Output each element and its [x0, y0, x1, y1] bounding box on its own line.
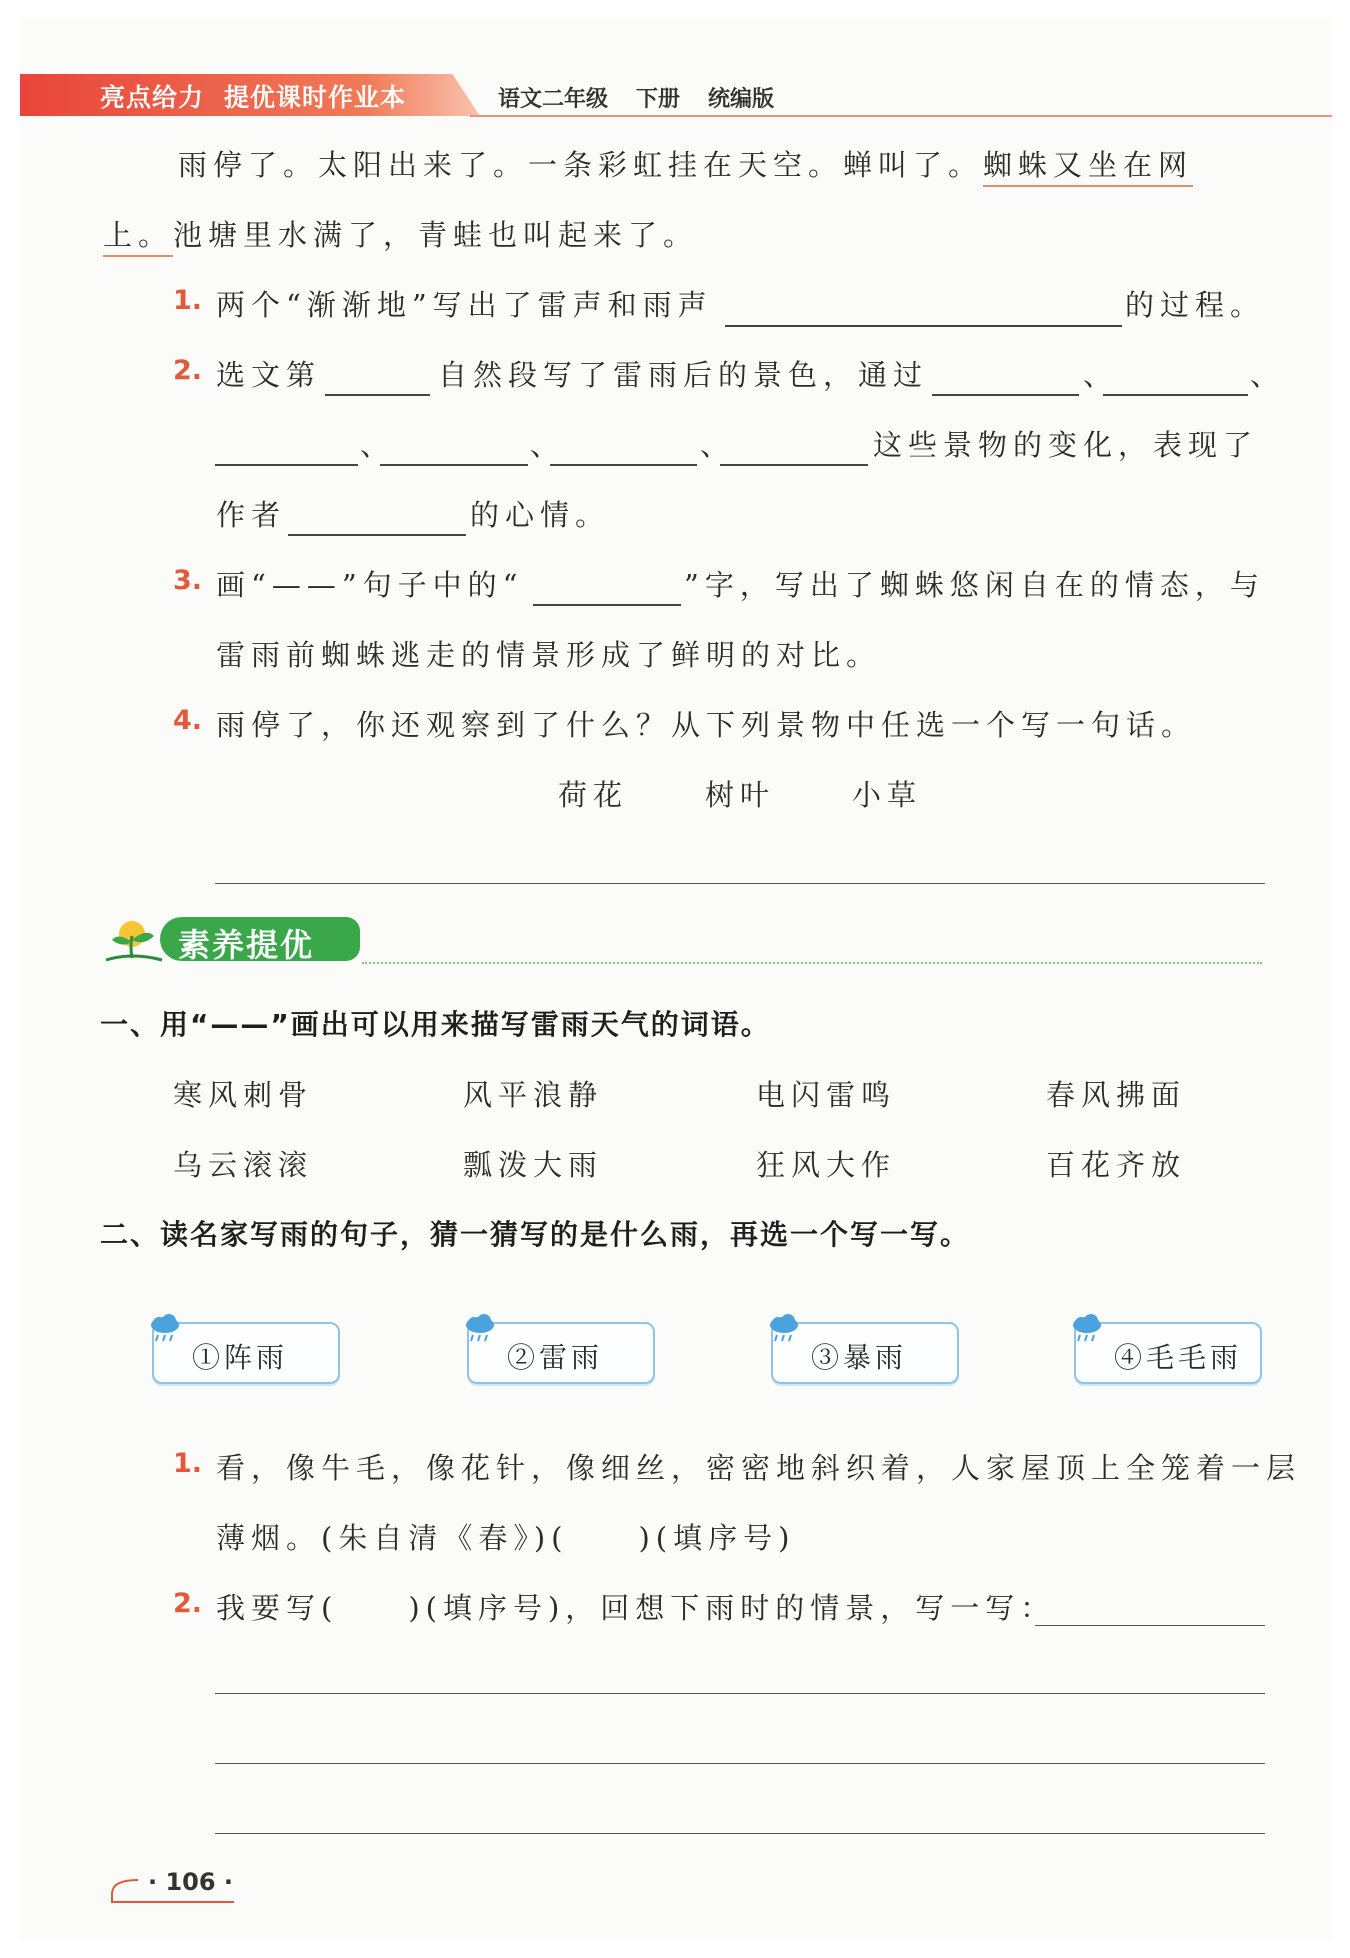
q2-blank-3[interactable] — [215, 464, 358, 466]
section-divider — [362, 962, 1262, 964]
rain-option-2 — [467, 1322, 655, 1384]
q4-option-2: 树叶 — [705, 778, 776, 812]
q1-text-a: 两个“渐渐地”写出了雷声和雨声 — [216, 288, 713, 322]
header-edition: 统编版 — [708, 87, 775, 112]
rain-option-1 — [152, 1322, 340, 1384]
q2-text-c: 这些景物的变化，表现了 — [873, 428, 1259, 462]
header-meta — [498, 82, 802, 113]
q1-number: 1. — [173, 285, 203, 316]
rain-option-3 — [771, 1322, 959, 1384]
q2-text-b: 自然段写了雷雨后的景色，通过 — [438, 358, 929, 392]
q4-text: 雨停了，你还观察到了什么？从下列景物中任选一个写一句话。 — [216, 708, 1197, 742]
rain-cloud-icon — [767, 1314, 801, 1344]
p2-q1-number: 1. — [173, 1448, 203, 1479]
rain-option-3-label: ③暴雨 — [811, 1341, 908, 1374]
q2-text-a: 选文第 — [216, 358, 322, 392]
passage-underlined-1: 蜘蛛又坐在网 — [983, 148, 1193, 187]
passage-underlined-2: 上。 — [103, 218, 173, 257]
q2-text-e: 的心情。 — [470, 498, 611, 532]
section-title: 素养提优 — [178, 926, 315, 964]
q2-sep-3: 、 — [360, 428, 396, 462]
q2-blank-5[interactable] — [550, 464, 697, 466]
p2-q2-number: 2. — [173, 1588, 203, 1619]
q2-blank-paragraph[interactable] — [325, 394, 430, 396]
q2-blank-feeling[interactable] — [288, 534, 466, 536]
word-5: 乌云滚滚 — [173, 1148, 314, 1182]
word-4: 春风拂面 — [1046, 1078, 1187, 1112]
p2-q2-text: 我要写( )(填序号)，回想下雨时的情景，写一写： — [216, 1591, 1056, 1625]
rain-option-4 — [1074, 1322, 1262, 1384]
q3-text-a: 画“——”句子中的“ — [216, 568, 524, 602]
p2-q2-blank[interactable] — [1035, 1625, 1265, 1626]
header-title — [100, 78, 426, 114]
header-series: 提优课时作业本 — [224, 83, 407, 112]
q2-sep-1: 、 — [1083, 358, 1119, 392]
page-number: · 106 · — [148, 1868, 234, 1896]
q3-text-c: 雷雨前蜘蛛逃走的情景形成了鲜明的对比。 — [216, 638, 882, 672]
p2-answer-line-2[interactable] — [215, 1763, 1265, 1764]
rain-option-1-label: ①阵雨 — [192, 1341, 289, 1374]
header-rule — [470, 115, 1332, 117]
word-7: 狂风大作 — [756, 1148, 897, 1182]
q4-number: 4. — [173, 705, 203, 736]
p2-answer-line-3[interactable] — [215, 1833, 1265, 1834]
q3-text-b: ”字，写出了蜘蛛悠闲自在的情态，与 — [684, 568, 1265, 602]
passage-line-2 — [103, 213, 698, 254]
word-1: 寒风刺骨 — [173, 1078, 314, 1112]
p2-q1-text-b: 薄烟。(朱自清《春》)( )(填序号) — [216, 1521, 796, 1555]
word-6: 瓢泼大雨 — [463, 1148, 604, 1182]
q2-blank-1[interactable] — [932, 394, 1079, 396]
rain-option-2-label: ②雷雨 — [507, 1341, 604, 1374]
part2-title: 二、读名家写雨的句子，猜一猜写的是什么雨，再选一个写一写。 — [100, 1218, 971, 1251]
q4-answer-line[interactable] — [215, 883, 1265, 884]
passage-line-1 — [178, 143, 1193, 184]
q4-option-3: 小草 — [852, 778, 923, 812]
rain-cloud-icon — [463, 1314, 497, 1344]
rain-cloud-icon — [148, 1314, 182, 1344]
rain-option-4-label: ④毛毛雨 — [1114, 1341, 1243, 1374]
word-2: 风平浪静 — [463, 1078, 604, 1112]
word-8: 百花齐放 — [1046, 1148, 1187, 1182]
word-3: 电闪雷鸣 — [756, 1078, 897, 1112]
header-volume: 下册 — [636, 87, 681, 112]
part1-title: 一、用“——”画出可以用来描写雷雨天气的词语。 — [100, 1008, 771, 1041]
header-subject: 语文二年级 — [498, 87, 609, 112]
q2-sep-2: 、 — [1250, 358, 1286, 392]
header-brand: 亮点给力 — [100, 83, 205, 112]
q4-option-1: 荷花 — [558, 778, 629, 812]
rain-cloud-icon — [1070, 1314, 1104, 1344]
passage-line-2-text: 池塘里水满了，青蛙也叫起来了。 — [173, 218, 699, 252]
q1-blank[interactable] — [725, 325, 1122, 327]
q2-blank-6[interactable] — [720, 464, 868, 466]
q3-number: 3. — [173, 565, 203, 596]
q2-blank-2[interactable] — [1103, 394, 1248, 396]
q2-sep-4: 、 — [530, 428, 566, 462]
q2-number: 2. — [173, 355, 203, 386]
passage-line-1-text: 雨停了。太阳出来了。一条彩虹挂在天空。蝉叫了。 — [178, 148, 984, 182]
q2-blank-4[interactable] — [380, 464, 528, 466]
p2-answer-line-1[interactable] — [215, 1693, 1265, 1694]
q1-text-b: 的过程。 — [1125, 288, 1266, 322]
q2-text-d: 作者 — [216, 498, 287, 532]
q3-blank[interactable] — [533, 604, 681, 606]
q2-sep-5: 、 — [700, 428, 736, 462]
p2-q1-text-a: 看，像牛毛，像花针，像细丝，密密地斜织着，人家屋顶上全笼着一层 — [216, 1451, 1302, 1485]
